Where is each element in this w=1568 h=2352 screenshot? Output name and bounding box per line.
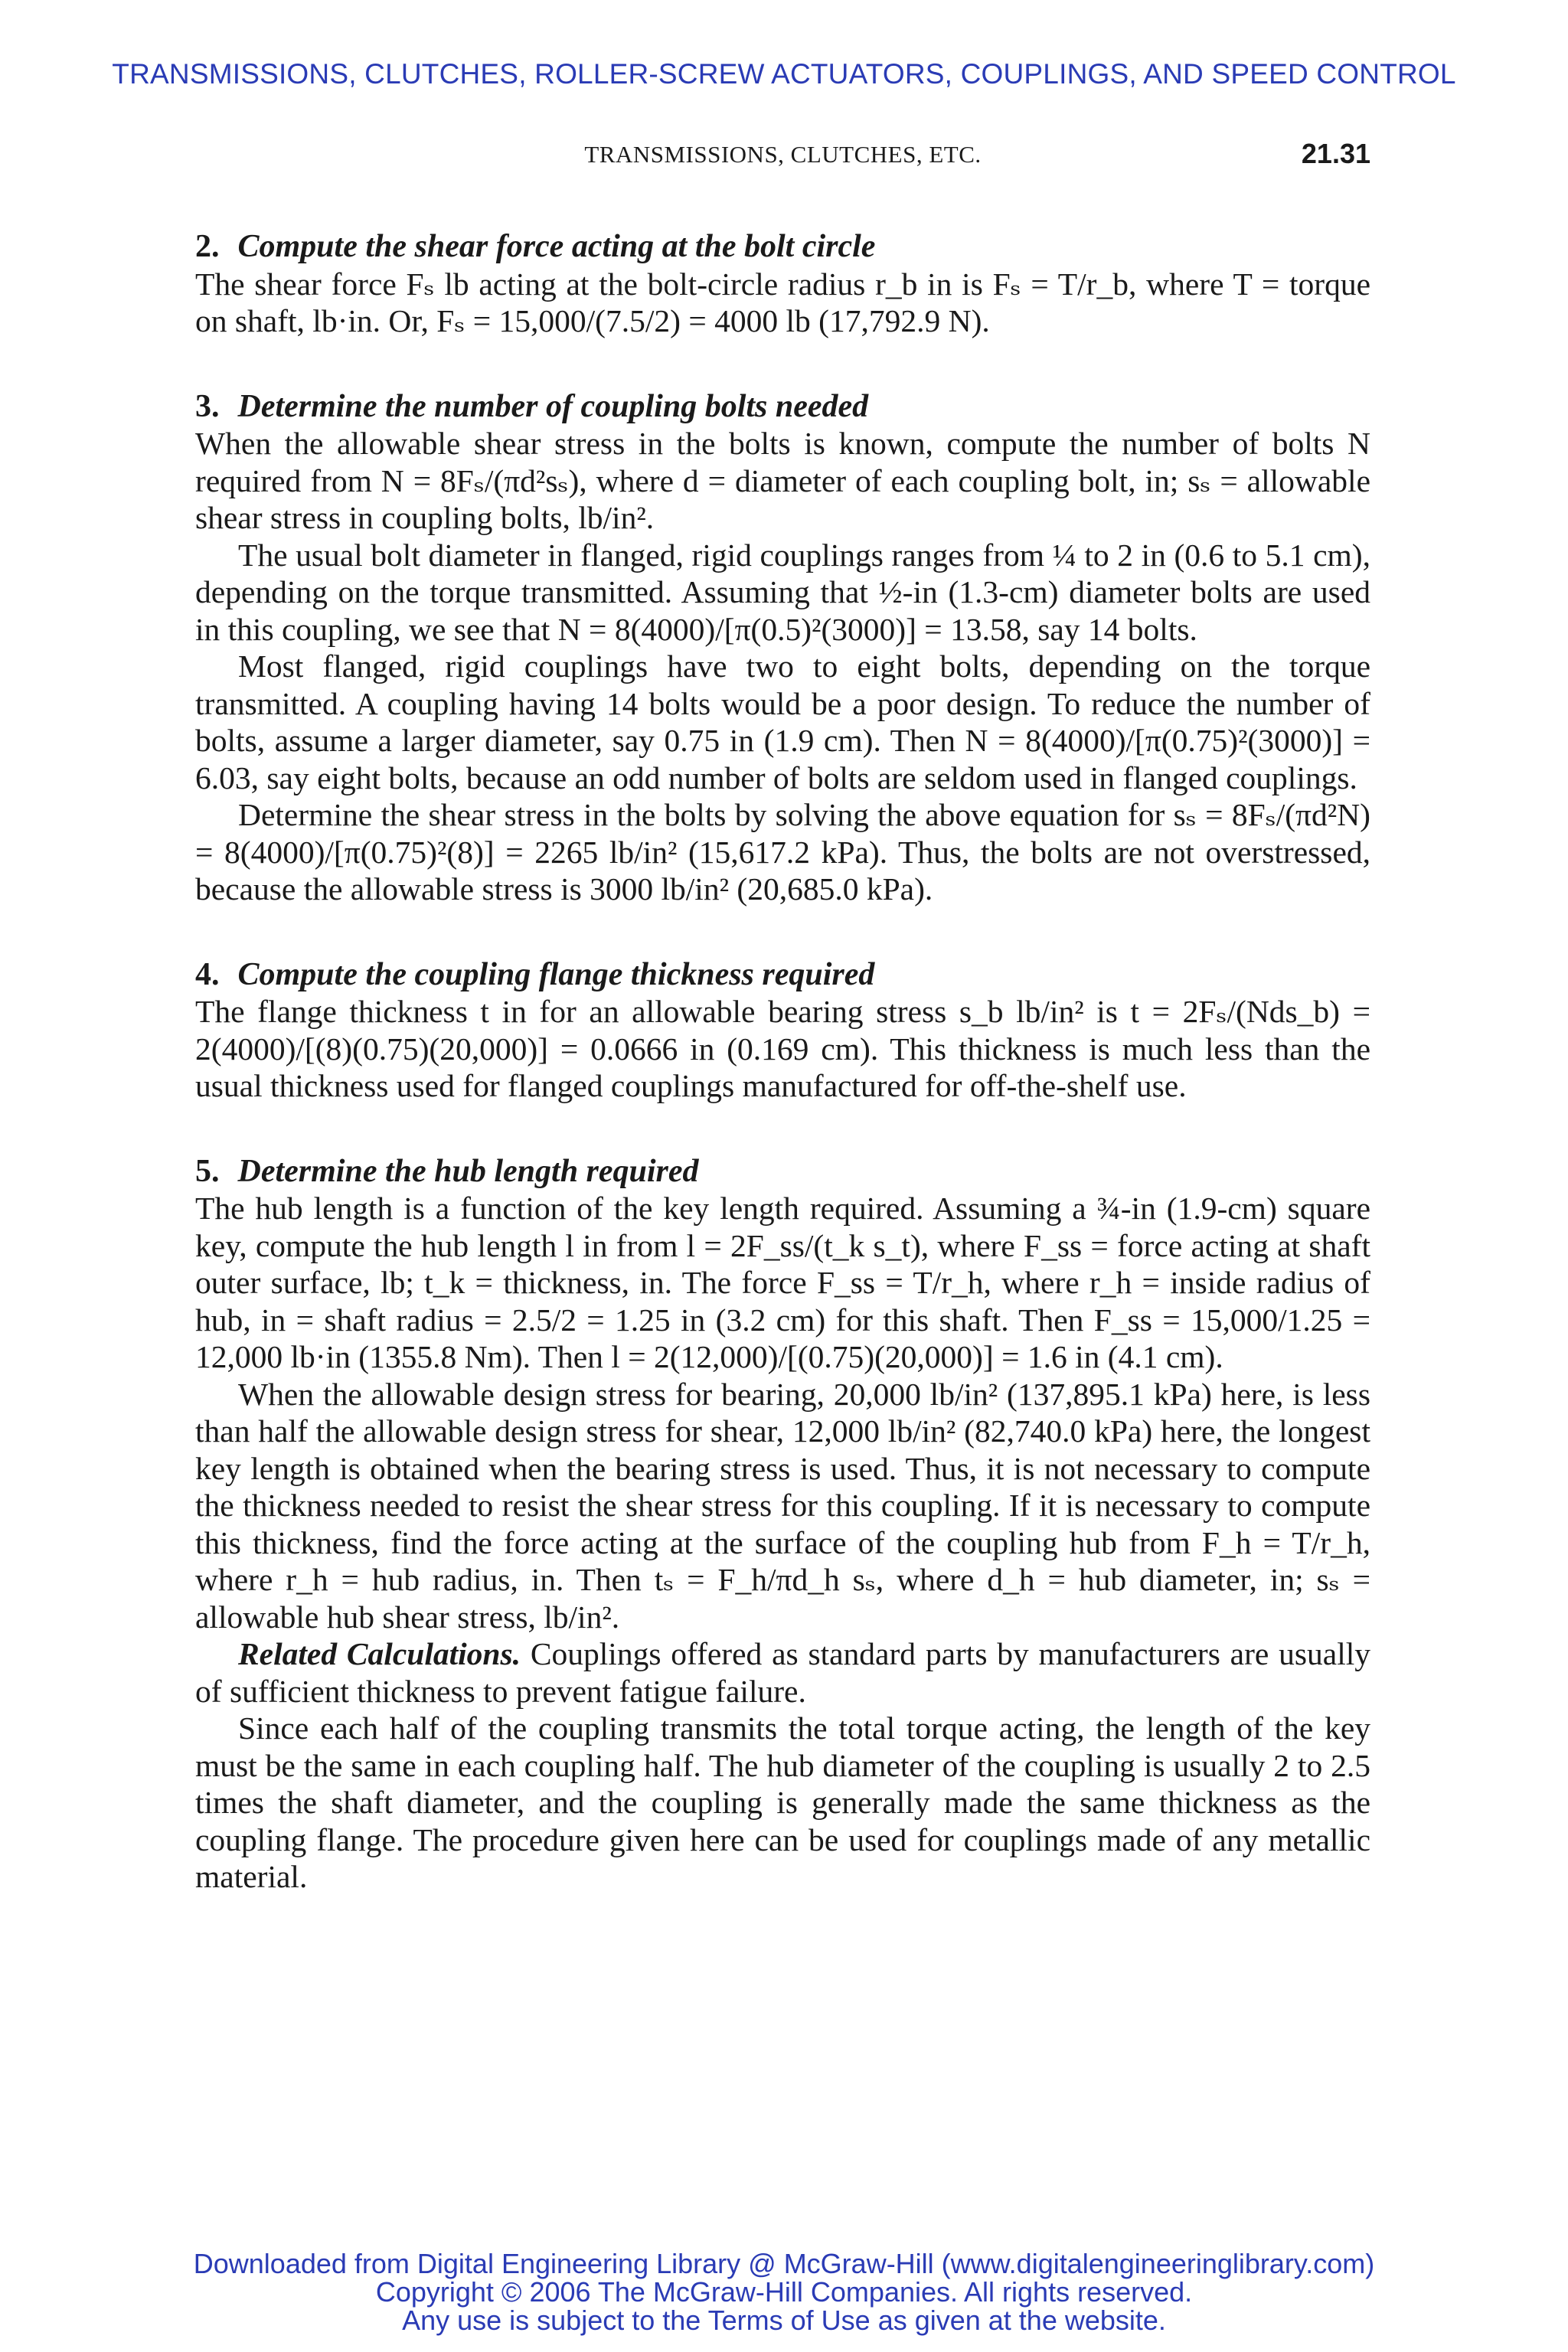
body-paragraph: Determine the shear stress in the bolts by solving the above equation for sₛ = 8Fₛ/(πd²N) = 8(4000)/[π(0.75)²(8)] = 2265 lb/in² (15,617.2 kPa). Thus, the bolts are not overstressed, because the allowable stress is 3000 lb/in² (20,685.0 kPa). xyxy=(195,797,1370,906)
section-heading xyxy=(195,228,1370,266)
footer-copyright: Copyright © 2006 The McGraw-Hill Companies. All rights reserved. xyxy=(375,2276,1193,2308)
book-banner[interactable]: TRANSMISSIONS, CLUTCHES, ROLLER-SCREW ACTUATORS, COUPLINGS, AND SPEED CONTROL xyxy=(112,58,1456,90)
section-title: Compute the shear force acting at the bolt circle xyxy=(237,229,876,264)
section-number: 5. xyxy=(195,1153,220,1189)
body-paragraph: Since each half of the coupling transmits the total torque acting, the length of the key must be the same in each coupling half. The hub diameter of the coupling is usually 2 to 2.5 times the shaft diameter, and the coupling is generally made the same thickness as the coupling flange. The procedure given here can be used for couplings made of any metallic material. xyxy=(195,1710,1370,1894)
section-number: 3. xyxy=(195,388,220,424)
section-number: 2. xyxy=(195,229,220,264)
related-calculations-paragraph xyxy=(195,1635,1370,1710)
running-head-title: TRANSMISSIONS, CLUTCHES, ETC. xyxy=(584,141,982,168)
section-title: Determine the hub length required xyxy=(237,1153,699,1189)
body-paragraph: Most flanged, rigid couplings have two to eight bolts, depending on the torque transmitted. A coupling having 14 bolts would be a poor design. To reduce the number of bolts, assume a larger diameter, say 0.75 in (1.9 cm). Then N = 8(4000)/[π(0.75)²(3000)] = 6.03, say eight bolts, because an odd number of bolts are seldom used in flanged couplings. xyxy=(195,648,1370,795)
page-body xyxy=(195,228,1370,1896)
footer-terms: Any use is subject to the Terms of Use as given at the website. xyxy=(402,2305,1166,2336)
page-number: 21.31 xyxy=(1301,138,1370,169)
body-paragraph: The shear force Fₛ lb acting at the bolt-circle radius r_b in is Fₛ = T/r_b, where T = torque on shaft, lb·in. Or, Fₛ = 15,000/(7.5/2) = 4000 lb (17,792.9 N). xyxy=(195,266,1370,338)
body-paragraph: The usual bolt diameter in flanged, rigid couplings ranges from ¼ to 2 in (0.6 to 5.1 cm), depending on the torque transmitted. Assuming that ½-in (1.3-cm) diameter bolts are used in this coupling, we see that N = 8(4000)/[π(0.5)²(3000)] = 13.58, say 14 bolts. xyxy=(195,537,1370,647)
download-footer xyxy=(0,2249,1568,2334)
body-paragraph: When the allowable shear stress in the bolts is known, compute the number of bolts N required from N = 8Fₛ/(πd²sₛ), where d = diameter of each coupling bolt, in; sₛ = allowable shear stress in coupling bolts, lb/in². xyxy=(195,426,1370,535)
section-number: 4. xyxy=(195,956,220,992)
section-heading xyxy=(195,1153,1370,1191)
running-head xyxy=(195,138,1370,176)
section-heading xyxy=(195,388,1370,426)
body-paragraph: When the allowable design stress for bearing, 20,000 lb/in² (137,895.1 kPa) here, is less than half the allowable design stress for shear, 12,000 lb/in² (82,740.0 kPa) here, the longest key length is obtained when the bearing stress is used. Thus, it is not necessary to compute the thickness needed to resist the shear stress for this coupling. If it is necessary to compute this thickness, find the force acting at the surface of the coupling hub from F_h = T/r_h, where r_h = hub radius, in. Then tₛ = F_h/πd_h sₛ, where d_h = hub diameter, in; sₛ = allowable hub shear stress, lb/in². xyxy=(195,1376,1370,1635)
related-calculations-label: Related Calculations. xyxy=(238,1636,521,1671)
related-calculations-text: Couplings offered as standard parts by manufacturers are usually of sufficient thickness to prevent fatigue failure. xyxy=(195,1636,1371,1709)
section-heading xyxy=(195,956,1370,994)
section-title: Determine the number of coupling bolts needed xyxy=(237,388,869,424)
body-paragraph: The flange thickness t in for an allowable bearing stress s_b lb/in² is t = 2Fₛ/(Nds_b) = 2(4000)/[(8)(0.75)(20,000)] = 0.0666 in (0.169 cm). This thickness is much less than the usual thickness used for flanged couplings manufactured for off-the-shelf use. xyxy=(195,994,1370,1103)
section-title: Compute the coupling flange thickness required xyxy=(237,956,875,992)
footer-download-link[interactable]: Downloaded from Digital Engineering Library @ McGraw-Hill (www.digitalengineeringlibrary.com) xyxy=(193,2248,1375,2279)
body-paragraph: The hub length is a function of the key length required. Assuming a ¾-in (1.9-cm) square key, compute the hub length l in from l = 2F_ss/(t_k s_t), where F_ss = force acting at shaft outer surface, lb; t_k = thickness, in. The force F_ss = T/r_h, where r_h = inside radius of hub, in = shaft radius = 2.5/2 = 1.25 in (3.2 cm) for this shaft. Then F_ss = 15,000/1.25 = 12,000 lb·in (1355.8 Nm). Then l = 2(12,000)/[(0.75)(20,000)] = 1.6 in (4.1 cm). xyxy=(195,1191,1370,1374)
